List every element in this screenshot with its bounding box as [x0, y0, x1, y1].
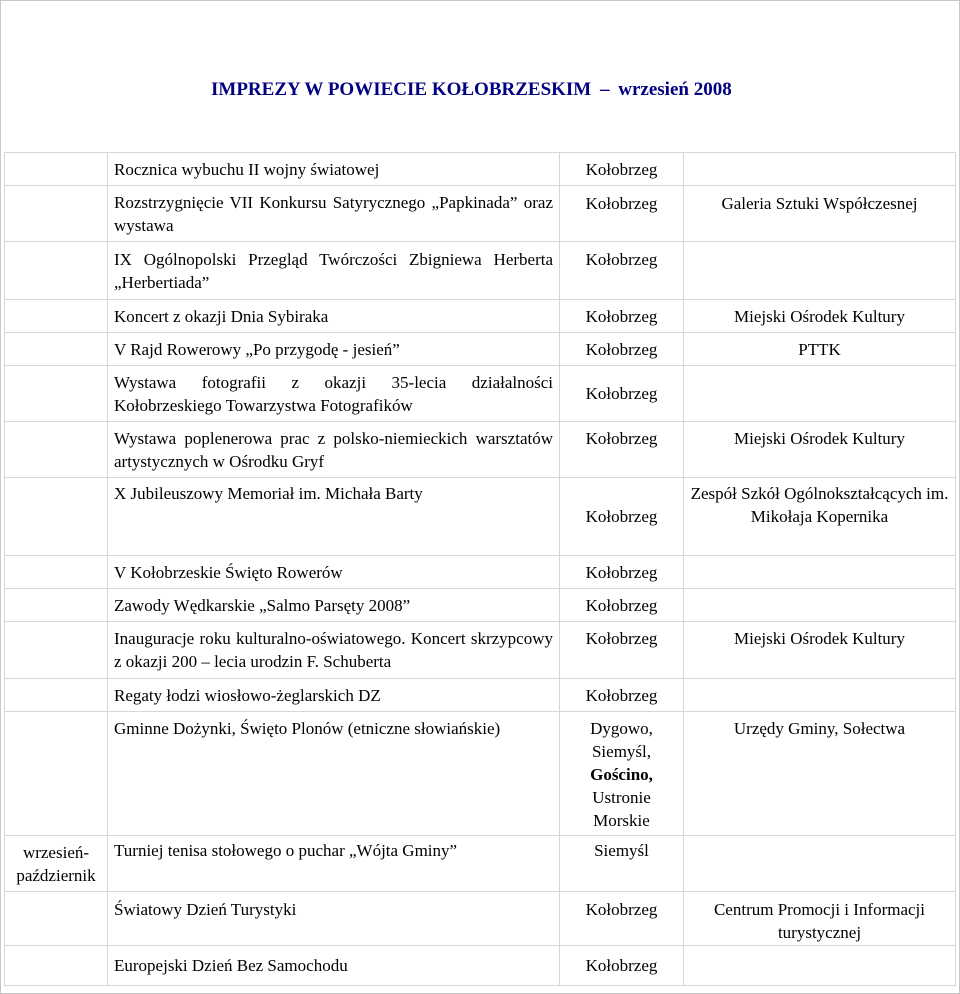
table-row	[5, 712, 956, 836]
date-cell	[5, 946, 108, 986]
place-cell: Kołobrzeg	[560, 366, 684, 422]
event-cell: X Jubileuszowy Memoriał im. Michała Barty	[108, 478, 560, 556]
table-row	[5, 556, 956, 589]
organizer-cell	[684, 242, 956, 300]
title-separator: –	[600, 79, 610, 100]
event-cell: Inauguracje roku kulturalno-oświatowego. Koncert skrzypcowy z okazji 200 – lecia urodzin F. Schuberta	[108, 622, 560, 679]
organizer-cell: Urzędy Gminy, Sołectwa	[684, 712, 956, 836]
place-cell: Kołobrzeg	[560, 946, 684, 986]
place-line: Morskie	[593, 811, 650, 830]
date-cell	[5, 589, 108, 622]
place-line: Ustronie	[592, 788, 651, 807]
organizer-cell: Miejski Ośrodek Kultury	[684, 622, 956, 679]
date-cell	[5, 478, 108, 556]
place-cell: Siemyśl	[560, 836, 684, 892]
place-cell: Kołobrzeg	[560, 622, 684, 679]
event-cell: Turniej tenisa stołowego o puchar „Wójta Gminy”	[108, 836, 560, 892]
place-line: Dygowo,	[590, 719, 653, 738]
event-cell: Koncert z okazji Dnia Sybiraka	[108, 300, 560, 333]
table-row	[5, 589, 956, 622]
date-cell	[5, 242, 108, 300]
organizer-cell	[684, 366, 956, 422]
organizer-cell	[684, 589, 956, 622]
event-cell: Wystawa poplenerowa prac z polsko-niemieckich warsztatów artystycznych w Ośrodku Gryf	[108, 422, 560, 478]
table-row	[5, 333, 956, 366]
place-cell	[560, 712, 684, 836]
organizer-cell	[684, 153, 956, 186]
table-row	[5, 946, 956, 986]
date-cell	[5, 892, 108, 946]
event-cell: IX Ogólnopolski Przegląd Twórczości Zbigniewa Herberta „Herbertiada”	[108, 242, 560, 300]
date-cell: wrzesień-październik	[5, 836, 108, 892]
date-cell	[5, 186, 108, 242]
event-cell: Europejski Dzień Bez Samochodu	[108, 946, 560, 986]
place-line: Gościno,	[590, 765, 653, 784]
organizer-cell	[684, 679, 956, 712]
event-cell: Rozstrzygnięcie VII Konkursu Satyrycznego „Papkinada” oraz wystawa	[108, 186, 560, 242]
organizer-cell	[684, 836, 956, 892]
organizer-cell: PTTK	[684, 333, 956, 366]
date-cell	[5, 300, 108, 333]
place-cell: Kołobrzeg	[560, 589, 684, 622]
organizer-cell	[684, 946, 956, 986]
date-cell	[5, 679, 108, 712]
organizer-cell: Zespół Szkół Ogólnokształcących im. Mikołaja Kopernika	[684, 478, 956, 556]
place-cell: Kołobrzeg	[560, 556, 684, 589]
event-cell: Zawody Wędkarskie „Salmo Parsęty 2008”	[108, 589, 560, 622]
table-row	[5, 366, 956, 422]
date-cell	[5, 556, 108, 589]
table-row	[5, 892, 956, 946]
date-cell	[5, 333, 108, 366]
table-row	[5, 679, 956, 712]
event-cell: Rocznica wybuchu II wojny światowej	[108, 153, 560, 186]
document-title	[211, 79, 732, 101]
place-cell: Kołobrzeg	[560, 679, 684, 712]
table-row	[5, 478, 956, 556]
event-cell: V Rajd Rowerowy „Po przygodę - jesień”	[108, 333, 560, 366]
place-cell: Kołobrzeg	[560, 333, 684, 366]
place-cell: Kołobrzeg	[560, 300, 684, 333]
date-cell	[5, 622, 108, 679]
event-cell: Wystawa fotografii z okazji 35-lecia działalności Kołobrzeskiego Towarzystwa Fotografików	[108, 366, 560, 422]
place-cell: Kołobrzeg	[560, 186, 684, 242]
date-cell	[5, 153, 108, 186]
place-cell: Kołobrzeg	[560, 422, 684, 478]
table-row	[5, 836, 956, 892]
table-row	[5, 422, 956, 478]
table-row	[5, 186, 956, 242]
organizer-cell	[684, 556, 956, 589]
title-main: IMPREZY W POWIECIE KOŁOBRZESKIM	[211, 79, 592, 100]
place-cell: Kołobrzeg	[560, 242, 684, 300]
table-row	[5, 242, 956, 300]
table-row	[5, 622, 956, 679]
date-cell	[5, 712, 108, 836]
place-cell: Kołobrzeg	[560, 478, 684, 556]
event-cell: Światowy Dzień Turystyki	[108, 892, 560, 946]
event-cell: V Kołobrzeskie Święto Rowerów	[108, 556, 560, 589]
events-table	[4, 152, 956, 986]
organizer-cell: Miejski Ośrodek Kultury	[684, 300, 956, 333]
table-row	[5, 153, 956, 186]
date-cell	[5, 422, 108, 478]
event-cell: Gminne Dożynki, Święto Plonów (etniczne słowiańskie)	[108, 712, 560, 836]
table-row	[5, 300, 956, 333]
place-cell: Kołobrzeg	[560, 153, 684, 186]
date-cell	[5, 366, 108, 422]
place-line: Siemyśl,	[591, 742, 652, 761]
organizer-cell: Galeria Sztuki Współczesnej	[684, 186, 956, 242]
title-month: wrzesień 2008	[618, 79, 732, 100]
place-cell: Kołobrzeg	[560, 892, 684, 946]
organizer-cell: Centrum Promocji i Informacji turystycznej	[684, 892, 956, 946]
organizer-cell: Miejski Ośrodek Kultury	[684, 422, 956, 478]
event-cell: Regaty łodzi wiosłowo-żeglarskich DZ	[108, 679, 560, 712]
